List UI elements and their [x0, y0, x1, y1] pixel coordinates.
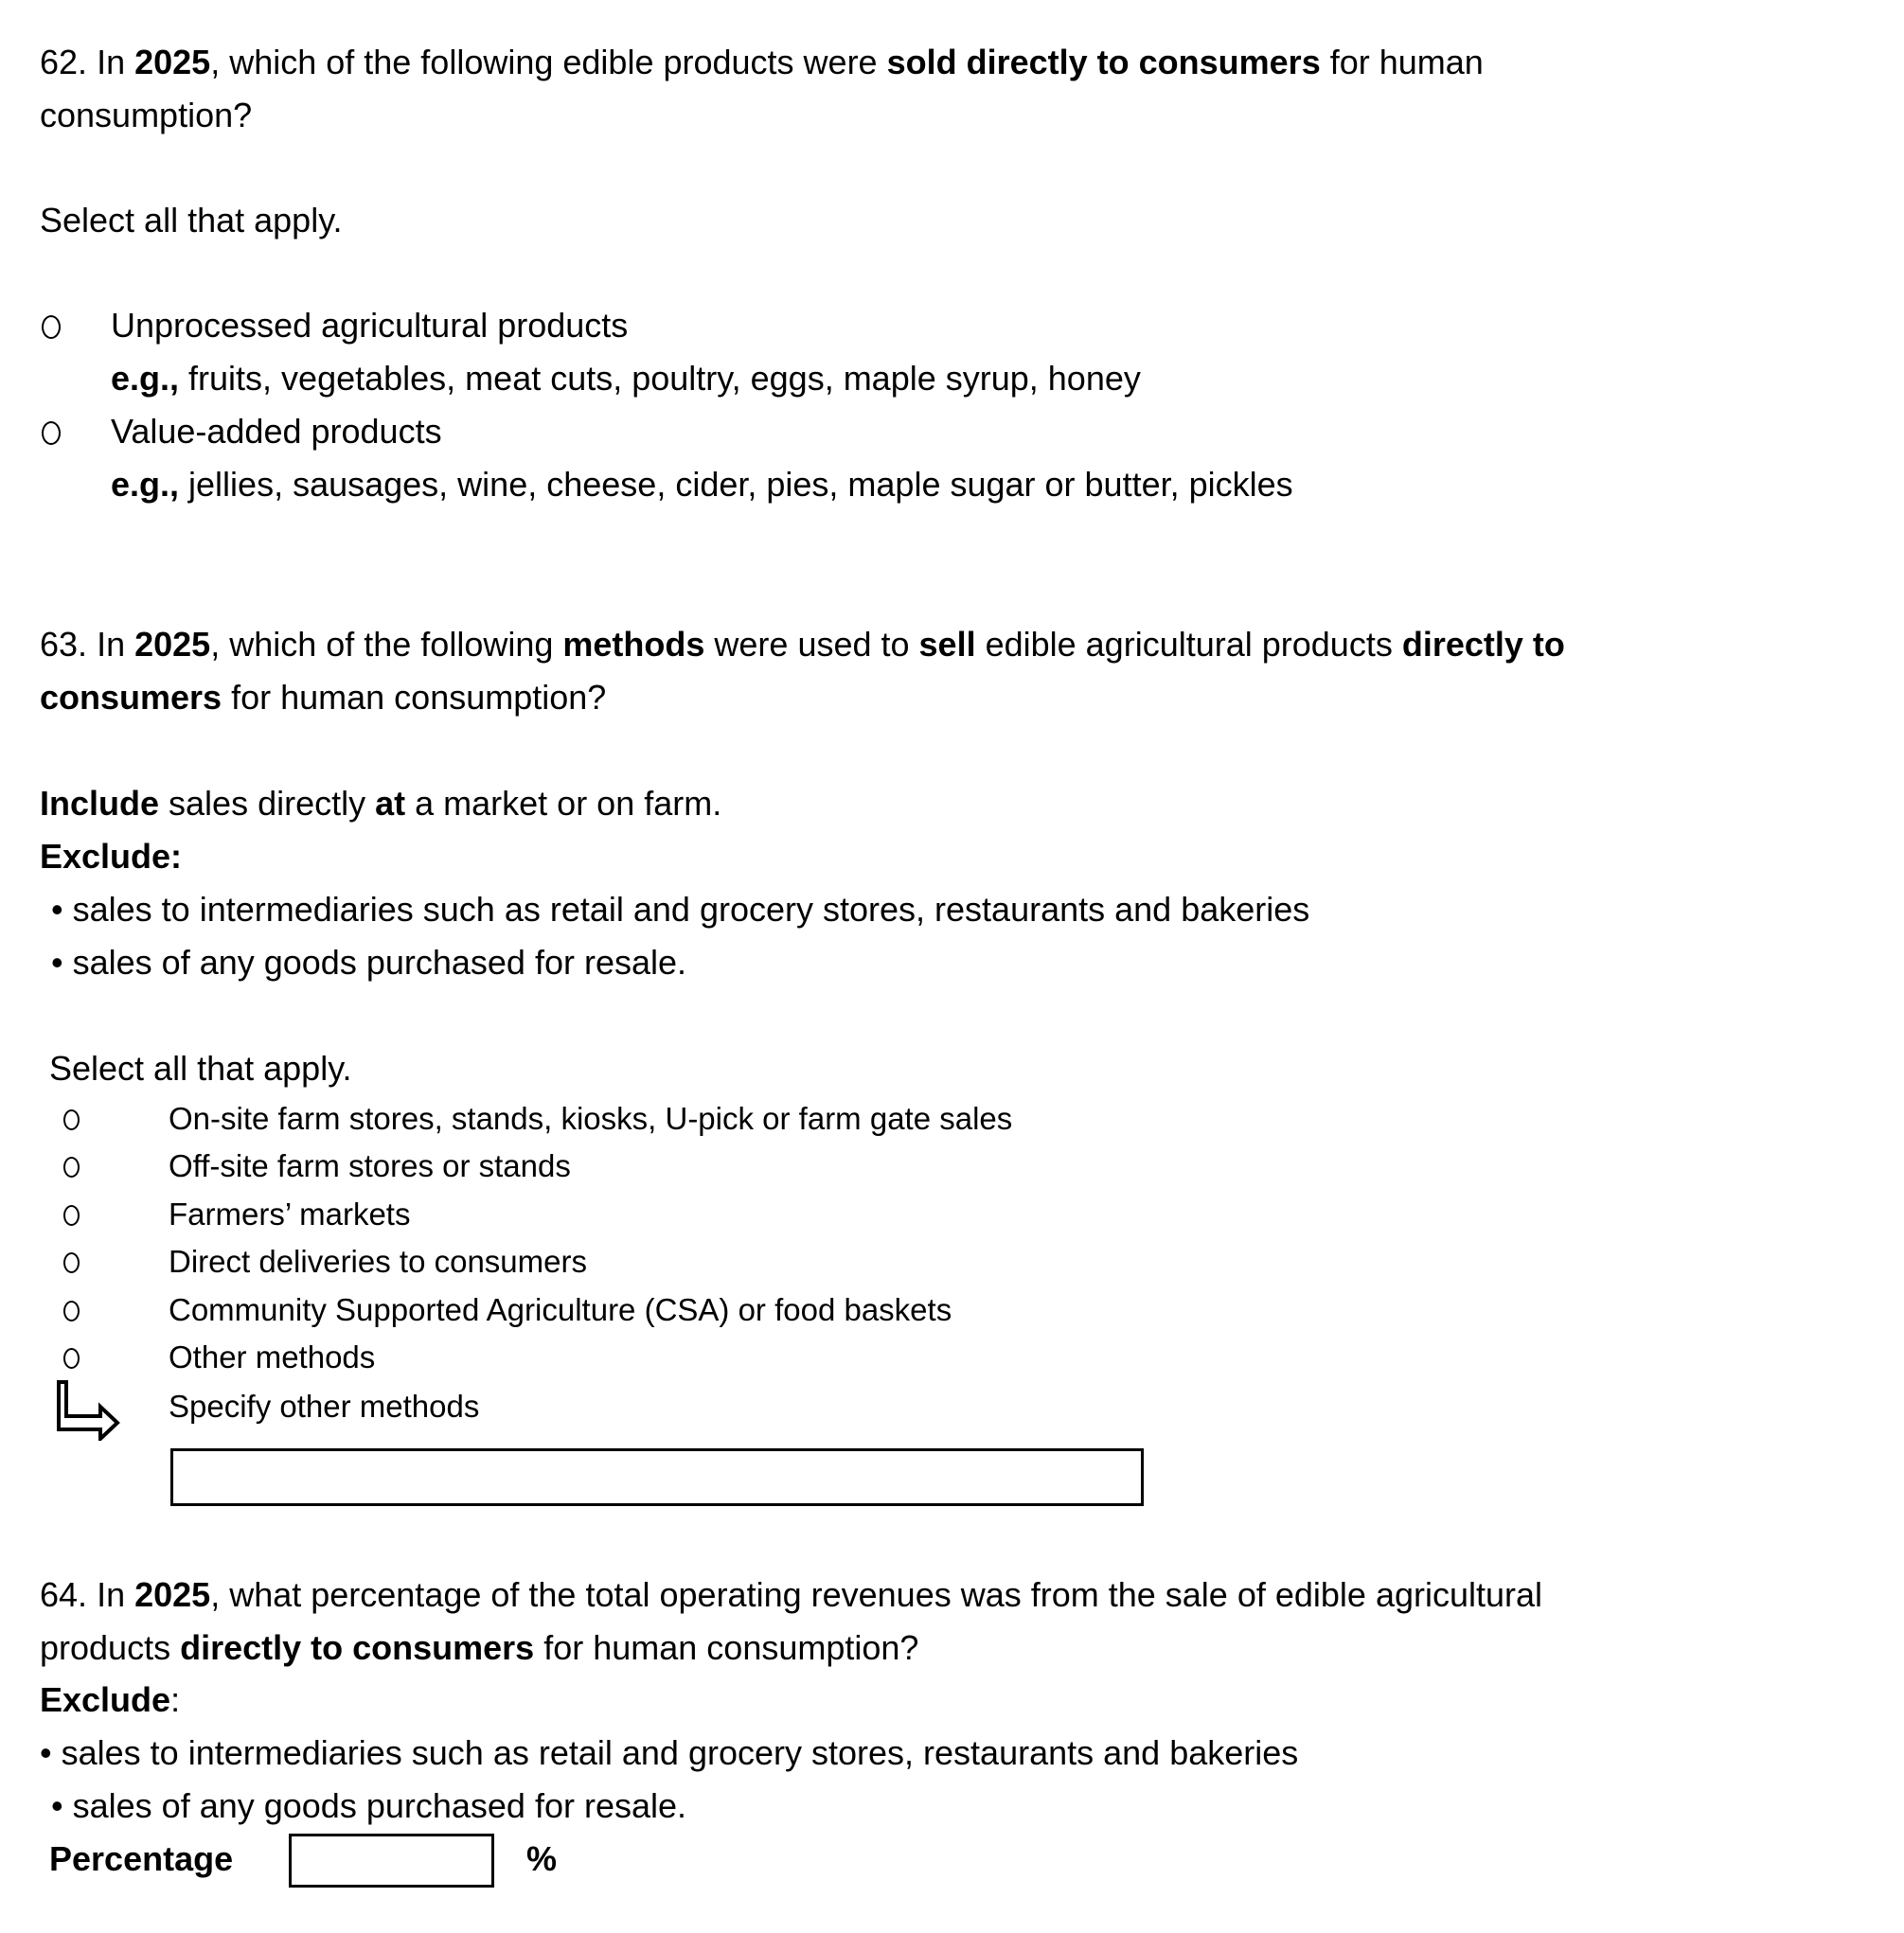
include-b: a market or on farm. [405, 784, 722, 823]
specify-other-input[interactable] [170, 1448, 1144, 1506]
radio-circle-icon[interactable] [63, 1157, 80, 1178]
q63-exclude-item [51, 883, 1309, 936]
q64-line2-pre: products [40, 1628, 181, 1667]
eg-prefix: e.g., [111, 359, 180, 398]
q63-instruction: Select all that apply. [49, 1049, 352, 1088]
q62-option-example [111, 458, 1293, 511]
exclude-colon: : [170, 1680, 181, 1719]
q63-text-line1 [40, 618, 1565, 671]
q62-pre: In [97, 43, 135, 81]
eg-text: fruits, vegetables, meat cuts, poultry, eggs, maple syrup, honey [179, 359, 1141, 398]
q63-option-label: Off-site farm stores or stands [169, 1148, 571, 1183]
q63-year: 2025 [134, 625, 211, 664]
arrow-down-right-icon [55, 1378, 123, 1441]
q64-line2-post: for human consumption? [534, 1628, 919, 1667]
q63-option-label: Direct deliveries to consumers [169, 1244, 587, 1279]
q62-option-label: Unprocessed agricultural products [111, 306, 629, 345]
q62-bold: sold directly to consumers [886, 43, 1321, 81]
q64-exclude-label [40, 1674, 180, 1727]
percentage-label [49, 1833, 233, 1886]
bullet-icon: • [51, 943, 63, 982]
exclude-item-text: sales to intermediaries such as retail and grocery stores, restaurants and bakeries [72, 890, 1310, 929]
radio-circle-icon[interactable] [63, 1252, 80, 1273]
percent-sign [526, 1833, 557, 1886]
exclude-label: Exclude [40, 1680, 171, 1719]
q63-option-label: Community Supported Agriculture (CSA) or food baskets [169, 1292, 952, 1327]
percentage-input[interactable] [289, 1834, 494, 1888]
q63-line2-post: for human consumption? [222, 678, 607, 717]
q62-number: 62. [40, 43, 88, 81]
exclude-item-text: sales to intermediaries such as retail and grocery stores, restaurants and bakeries [61, 1733, 1299, 1772]
q63-pre: In [97, 625, 135, 664]
radio-circle-icon[interactable] [42, 421, 61, 445]
q63-option-label: Farmers’ markets [169, 1197, 411, 1232]
q64-line2-bold: directly to consumers [180, 1628, 535, 1667]
specify-other-label: Specify other methods [169, 1389, 480, 1424]
q64-exclude-item [51, 1780, 686, 1833]
q63-c: were used to [704, 625, 919, 664]
percent-sign-text: % [526, 1839, 558, 1878]
radio-circle-icon[interactable] [63, 1205, 80, 1226]
exclude-item-text: sales of any goods purchased for resale. [72, 1786, 687, 1825]
eg-text: jellies, sausages, wine, cheese, cider, pies, maple sugar or butter, pickles [179, 465, 1293, 504]
radio-circle-icon[interactable] [63, 1301, 80, 1321]
exclude-label: Exclude: [40, 837, 183, 876]
q63-include [40, 777, 721, 830]
q62-option-example [111, 352, 1141, 405]
q62-mid: , which of the following edible products were [210, 43, 887, 81]
q63-number: 63. [40, 625, 88, 664]
q63-a: , which of the following [210, 625, 563, 664]
q64-number: 64. [40, 1575, 88, 1614]
q63-directly: directly to [1401, 625, 1565, 664]
q64-exclude-item [40, 1727, 1298, 1780]
q64-year: 2025 [134, 1575, 211, 1614]
radio-circle-icon[interactable] [63, 1348, 80, 1369]
q63-text-line2 [40, 671, 606, 724]
q63-exclude-item [51, 936, 686, 989]
q62-post: for human [1320, 43, 1484, 81]
radio-circle-icon[interactable] [63, 1109, 80, 1130]
q63-option-label: On-site farm stores, stands, kiosks, U-pick or farm gate sales [169, 1101, 1013, 1136]
include-at: at [375, 784, 406, 823]
q62-year: 2025 [134, 43, 211, 81]
q62-option-label: Value-added products [111, 412, 442, 451]
bullet-icon: • [40, 1733, 52, 1772]
q64-text-line2 [40, 1622, 918, 1675]
q62-text-line2: consumption? [40, 96, 253, 134]
include-a: sales directly [159, 784, 376, 823]
q63-methods: methods [562, 625, 705, 664]
q64-text-line1 [40, 1569, 1542, 1622]
exclude-item-text: sales of any goods purchased for resale. [72, 943, 687, 982]
include-label: Include [40, 784, 160, 823]
radio-circle-icon[interactable] [42, 315, 61, 339]
q63-consumers: consumers [40, 678, 222, 717]
percentage-label-text: Percentage [49, 1839, 234, 1878]
q62-instruction: Select all that apply. [40, 201, 343, 239]
eg-prefix: e.g., [111, 465, 180, 504]
bullet-icon: • [51, 1786, 63, 1825]
q63-option-label: Other methods [169, 1339, 376, 1374]
q63-exclude-label [40, 830, 182, 883]
q63-sell: sell [918, 625, 976, 664]
q63-e: edible agricultural products [975, 625, 1402, 664]
bullet-icon: • [51, 890, 63, 929]
q62-text-line1 [40, 36, 1484, 89]
q64-post: , what percentage of the total operating revenues was from the sale of edible agricultural [210, 1575, 1543, 1614]
q64-pre: In [97, 1575, 135, 1614]
